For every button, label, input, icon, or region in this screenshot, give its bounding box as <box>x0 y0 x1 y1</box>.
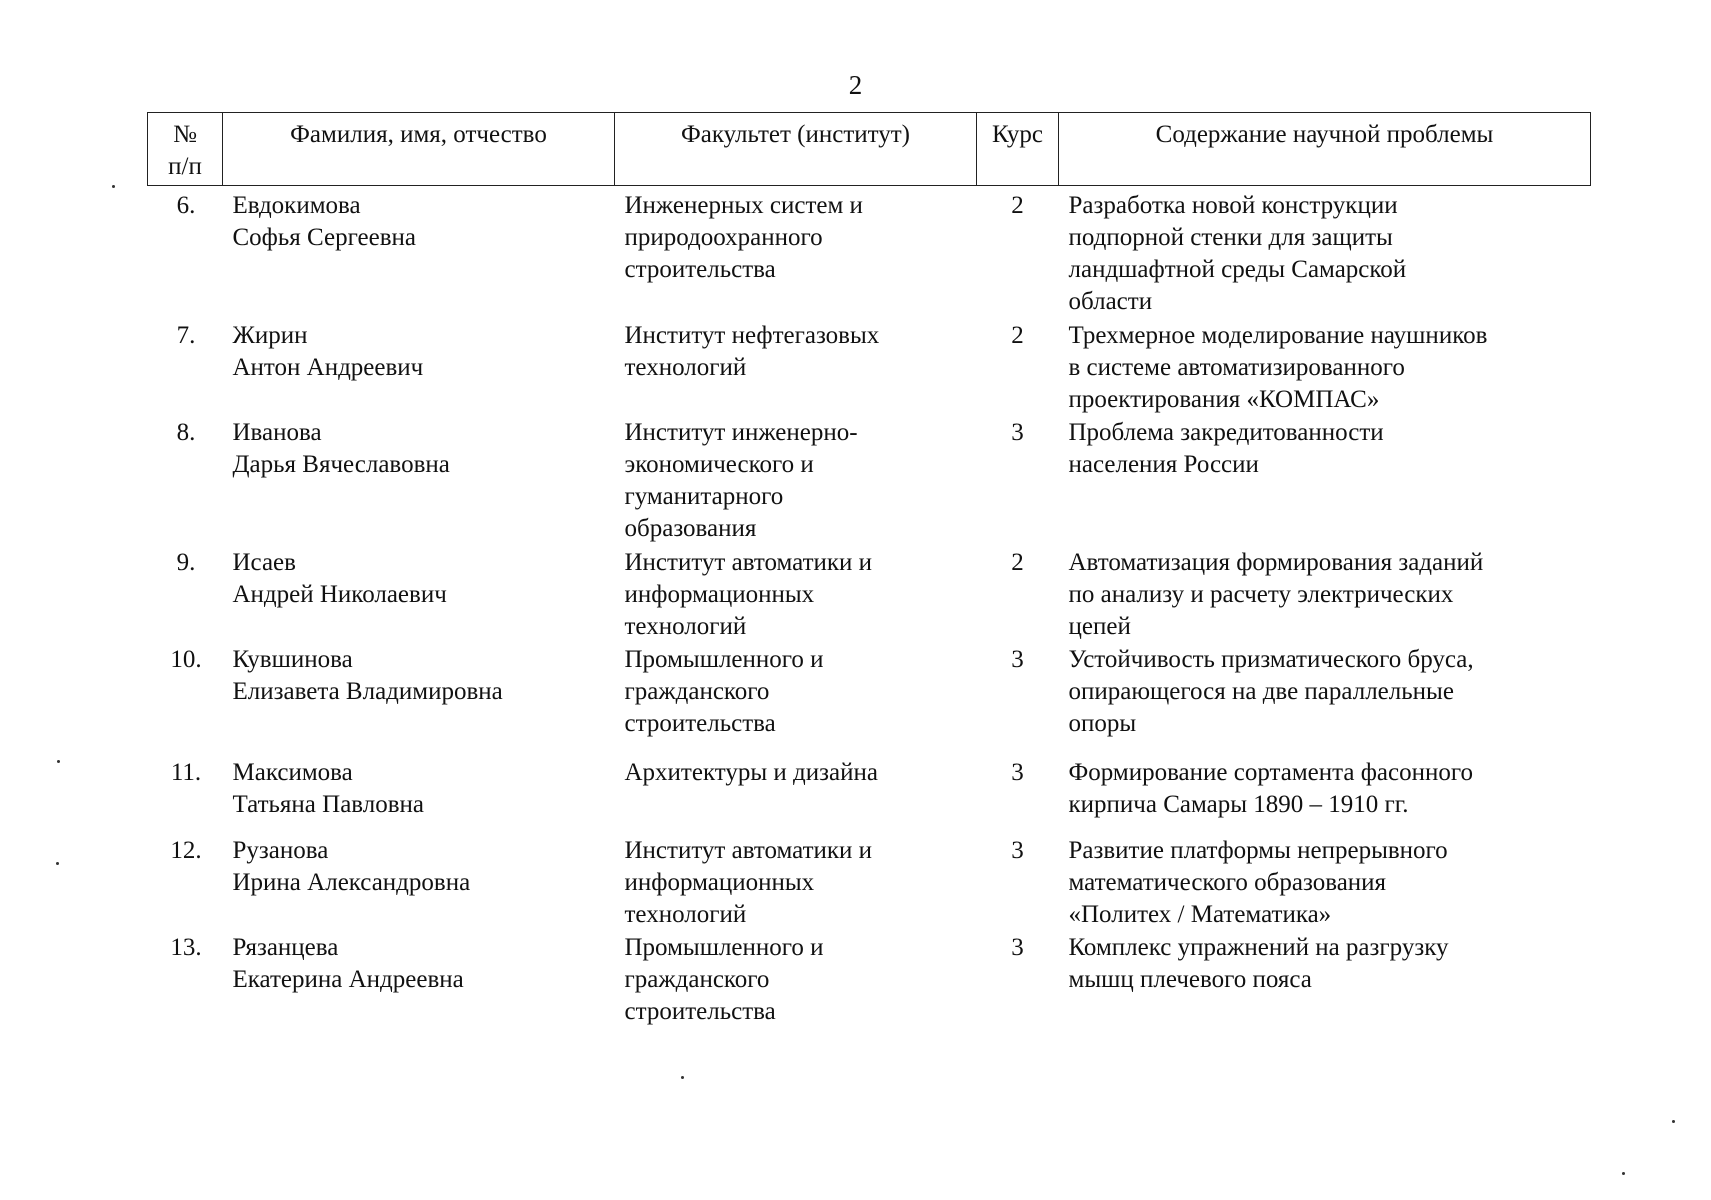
faculty <box>615 644 977 757</box>
faculty-line: технологий <box>624 613 747 640</box>
research-topic <box>1059 644 1591 757</box>
research-topic <box>1059 932 1591 1029</box>
research-topic-line: Автоматизация формирования заданий <box>1068 549 1484 576</box>
research-topic-line: Комплекс упражнений на разгрузку <box>1068 934 1449 961</box>
course: 3 <box>1011 759 1024 786</box>
research-topic-line: Проблема закредитованности <box>1068 419 1384 446</box>
faculty <box>615 320 977 417</box>
student-name-line: Рязанцева <box>232 934 339 961</box>
page-number: 2 <box>848 70 863 100</box>
faculty <box>615 547 977 644</box>
scan-speck <box>112 185 115 188</box>
faculty-line: Архитектуры и дизайна <box>624 759 878 786</box>
row-number: 8. <box>176 419 196 446</box>
faculty <box>615 757 977 835</box>
row-number: 7. <box>176 322 196 349</box>
course: 2 <box>1011 549 1024 576</box>
faculty-line: Институт автоматики и <box>624 837 873 864</box>
research-topic-line: Трехмерное моделирование наушников <box>1068 322 1488 349</box>
research-topic-line: опоры <box>1068 710 1137 737</box>
faculty <box>615 186 977 321</box>
research-topic-line: мышц плечевого пояса <box>1068 966 1312 993</box>
faculty-line: Инженерных систем и <box>624 192 863 219</box>
table-row <box>148 186 1591 321</box>
student-name <box>223 757 615 835</box>
research-topic <box>1059 757 1591 835</box>
header-course: Курс <box>977 113 1059 186</box>
student-name-line: Дарья Вячеславовна <box>232 451 450 478</box>
course: 3 <box>1011 934 1024 961</box>
research-topic-line: по анализу и расчету электрических <box>1068 581 1454 608</box>
table-body <box>148 186 1591 1030</box>
faculty-line: гражданского <box>624 966 770 993</box>
scan-speck <box>1672 1120 1675 1123</box>
research-topic-line: в системе автоматизированного <box>1068 354 1405 381</box>
student-name-line: Рузанова <box>232 837 329 864</box>
research-topic-line: Развитие платформы непрерывного <box>1068 837 1448 864</box>
student-name-line: Елизавета Владимировна <box>232 678 503 705</box>
header-faculty: Факультет (институт) <box>615 113 977 186</box>
table-row <box>148 835 1591 932</box>
student-name-line: Жирин <box>232 322 308 349</box>
student-name-line: Максимова <box>232 759 353 786</box>
research-topic-line: ландшафтной среды Самарской <box>1068 256 1407 283</box>
research-topic-line: «Политех / Математика» <box>1068 901 1332 928</box>
faculty-line: Институт инженерно- <box>624 419 858 446</box>
faculty-line: экономического и <box>624 451 814 478</box>
research-topic-line: Формирование сортамента фасонного <box>1068 759 1473 786</box>
research-topic <box>1059 186 1591 321</box>
row-number: 13. <box>170 934 202 961</box>
student-name-line: Евдокимова <box>232 192 361 219</box>
faculty <box>615 417 977 547</box>
faculty-line: информационных <box>624 869 815 896</box>
student-name-line: Исаев <box>232 549 296 576</box>
research-topic <box>1059 547 1591 644</box>
student-name <box>223 932 615 1029</box>
course: 2 <box>1011 192 1024 219</box>
faculty-line: технологий <box>624 901 747 928</box>
research-topic-line: математического образования <box>1068 869 1387 896</box>
faculty <box>615 932 977 1029</box>
scan-speck <box>57 760 60 763</box>
row-number: 6. <box>176 192 196 219</box>
student-name-line: Антон Андреевич <box>232 354 424 381</box>
faculty-line: гражданского <box>624 678 770 705</box>
research-topic-line: Устойчивость призматического бруса, <box>1068 646 1474 673</box>
header-number-abbr: п/п <box>168 153 202 180</box>
student-name <box>223 835 615 932</box>
scan-speck <box>1622 1172 1625 1175</box>
course: 2 <box>1011 322 1024 349</box>
research-topic <box>1059 417 1591 547</box>
faculty <box>615 835 977 932</box>
table-header <box>148 113 1591 186</box>
student-name-line: Иванова <box>232 419 322 446</box>
course: 3 <box>1011 646 1024 673</box>
scan-speck <box>681 1076 684 1079</box>
student-name-line: Ирина Александровна <box>232 869 471 896</box>
row-number: 12. <box>170 837 202 864</box>
student-name <box>223 547 615 644</box>
row-number: 11. <box>170 759 202 786</box>
faculty-line: природоохранного <box>624 224 823 251</box>
faculty-line: Институт нефтегазовых <box>624 322 880 349</box>
research-topic <box>1059 320 1591 417</box>
student-name <box>223 644 615 757</box>
table-row <box>148 547 1591 644</box>
student-name-line: Андрей Николаевич <box>232 581 447 608</box>
table-row <box>148 644 1591 757</box>
student-name <box>223 417 615 547</box>
student-name-line: Татьяна Павловна <box>232 791 425 818</box>
row-number: 9. <box>176 549 196 576</box>
header-topic: Содержание научной проблемы <box>1059 113 1591 186</box>
research-topic-line: цепей <box>1068 613 1131 640</box>
table-row <box>148 417 1591 547</box>
research-topic <box>1059 835 1591 932</box>
student-name <box>223 186 615 321</box>
research-topic-line: опирающегося на две параллельные <box>1068 678 1454 705</box>
faculty-line: гуманитарного <box>624 483 784 510</box>
header-name: Фамилия, имя, отчество <box>223 113 615 186</box>
course: 3 <box>1011 837 1024 864</box>
header-number-symbol: № <box>173 121 197 148</box>
faculty-line: образования <box>624 515 757 542</box>
student-name-line: Екатерина Андреевна <box>232 966 464 993</box>
research-topic-line: кирпича Самары 1890 – 1910 гг. <box>1068 791 1409 818</box>
table-row <box>148 932 1591 1029</box>
students-table <box>147 112 1591 1029</box>
faculty-line: технологий <box>624 354 747 381</box>
research-topic-line: области <box>1068 288 1153 315</box>
student-name-line: Софья Сергеевна <box>232 224 416 251</box>
faculty-line: информационных <box>624 581 815 608</box>
research-topic-line: проектирования «КОМПАС» <box>1068 386 1380 413</box>
research-topic-line: Разработка новой конструкции <box>1068 192 1398 219</box>
faculty-line: Институт автоматики и <box>624 549 873 576</box>
course: 3 <box>1011 419 1024 446</box>
faculty-line: строительства <box>624 256 776 283</box>
student-name <box>223 320 615 417</box>
row-number: 10. <box>170 646 202 673</box>
faculty-line: Промышленного и <box>624 934 824 961</box>
research-topic-line: населения России <box>1068 451 1259 478</box>
student-name-line: Кувшинова <box>232 646 353 673</box>
scan-speck <box>56 862 59 865</box>
header-number <box>148 113 223 186</box>
faculty-line: Промышленного и <box>624 646 824 673</box>
table-row <box>148 320 1591 417</box>
faculty-line: строительства <box>624 998 776 1025</box>
table-row <box>148 757 1591 835</box>
faculty-line: строительства <box>624 710 776 737</box>
research-topic-line: подпорной стенки для защиты <box>1068 224 1393 251</box>
